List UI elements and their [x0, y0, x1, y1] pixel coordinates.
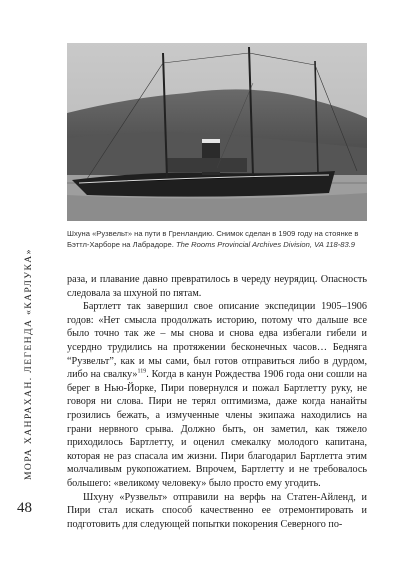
- running-head-container: [10, 245, 50, 565]
- footnote-ref: 119: [137, 368, 147, 375]
- caption-source: The Rooms Provincial Archives Division, VA 118-83.9: [175, 240, 356, 249]
- running-head: МОРА ХАНРАХАН. ЛЕГЕНДА «КАРЛУКА»: [23, 248, 34, 480]
- ship-photo-image: [67, 43, 367, 221]
- paragraph-2: [67, 300, 367, 490]
- paragraph-1: раза, и плавание давно превратилось в череду неурядиц. Опасность следовала за шхуной по пятам.: [67, 274, 367, 299]
- paragraph-2-start: Бартлетт так завершил свое описание экспедиции 1905–1906 годов: «Нет смысла продолжать историю, потому что дальше все было точно так же – мы снова и снова едва избегали гибели и усердно трудились на протяжении бесконечных часов… Бедняга “Рузвельт”, как и мы сами, был готов отправиться либо в дурдом, либо на свалку»: [67, 301, 367, 381]
- ship-photo: [67, 43, 367, 221]
- paragraph-2-rest: . Когда в канун Рождества 1906 года они сошли на берег в Нью-Йорке, Пири повернулся и пожал Бартлетту руку, не говоря ни слова. Пири не терял оптимизма, даже когда нанайты грозились бежать, а измученные члены экипажа находились на грани нервного срыва. Должно быть, он заметил, как тяжело приходилось Бартлетту, и оценил смекалку молодого капитана, которая не раз спасала им жизни. Пири благодарил Бартлетта этим молчаливым рукопожатием. Впрочем, Бартлетту и не требовалось большего: «великому человеку» было просто ему угодить.: [67, 369, 367, 489]
- paragraph-3: Шхуну «Рузвельт» отправили на верфь на Статен-Айленд, и Пири стал искать способ качественно ее отремонтировать и подготовить для следующей попытки покорения Северного по-: [67, 491, 367, 530]
- body-text: [67, 273, 367, 531]
- caption-text: Шхуна «Рузвельт» на пути в Гренландию. Снимок сделан в 1909 году на стоянке в Бэттл-Харборе на Лабрадоре.: [67, 229, 359, 249]
- page-number: 48: [17, 500, 32, 516]
- photo-caption: [67, 228, 367, 250]
